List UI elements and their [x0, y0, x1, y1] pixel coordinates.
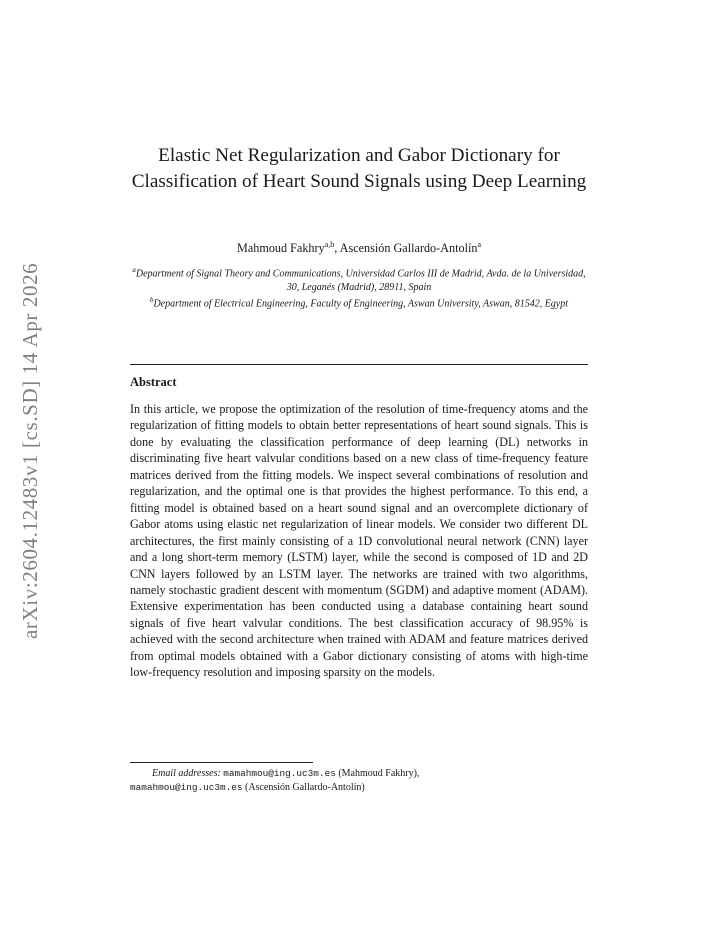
arxiv-identifier: arXiv:2604.12483v1 [cs.SD] 14 Apr 2026	[18, 262, 42, 640]
affiliation-text: Department of Signal Theory and Communications, Universidad Carlos III de Madrid, Avda. de la Universidad, 30, Leganés (Madrid), 28911, Spain	[135, 268, 586, 293]
footnote-rule	[130, 762, 313, 763]
author-name: Ascensión Gallardo-Antolín	[339, 241, 478, 256]
author-affil-mark: a	[477, 240, 481, 249]
email-address[interactable]: mamahmou@ing.uc3m.es	[223, 768, 336, 779]
affiliation-a	[130, 264, 588, 294]
footnote-line	[130, 781, 588, 795]
author-affil-mark: a,b	[324, 240, 335, 249]
email-owner: (Mahmoud Fakhry),	[338, 768, 420, 779]
affiliations	[130, 264, 588, 311]
email-owner: (Ascensión Gallardo-Antolín)	[245, 781, 365, 793]
affiliation-mark: b	[149, 296, 154, 305]
affiliation-text: Department of Electrical Engineering, Faculty of Engineering, Aswan University, Aswan, 81542, Egypt	[153, 298, 569, 310]
email-address[interactable]: mamahmou@ing.uc3m.es	[130, 781, 243, 793]
paper-title: Elastic Net Regularization and Gabor Dictionary for Classification of Heart Sound Signals using Deep Learning	[131, 145, 587, 192]
affiliation-mark: a	[132, 266, 136, 274]
abstract-top-rule	[130, 364, 588, 365]
footnote-line	[130, 767, 588, 781]
footnote-label: Email addresses:	[152, 768, 221, 779]
author-list: Mahmoud Fakhry$^{a,b}$, Ascensión Gallardo-Antolín$^a$	[237, 240, 481, 256]
abstract-text: In this article, we propose the optimization of the resolution of time-frequency atoms and the regularization of fitting models to obtain better representations of heart sound signals. This is done by evaluating the classification performance of deep learning (DL) networks in discriminating five heart valvular conditions based on a new class of time-frequency feature matrices derived from the fitting models. We inspect several combinations of resolution and regularization, and the optimal one is that provides the highest performance. To this end, a fitting model is obtained based on a heart sound signal and an overcomplete dictionary of Gabor atoms using elastic net regularization of linear models. We consider two different DL architectures, the first mainly consisting of a 1D convolutional neural network (CNN) layer and a long short-term memory (LSTM) layer, while the second is composed of 1D and 2D CNN layers followed by an LSTM layer. The networks are trained with two algorithms, namely stochastic gradient descent with momentum (SGDM) and adaptive moment (ADAM). Extensive experimentation has been conducted using a database containing heart sound signals of five heart valvular conditions. The best classification accuracy of 98.95% is achieved with the second architecture when trained with ADAM and feature matrices derived from optimal models obtained with a Gabor dictionary consisting of atoms with high-time low-frequency resolution and imposing sparsity on the models.	[130, 402, 588, 680]
abstract-heading: Abstract	[130, 375, 177, 389]
author-name: Mahmoud Fakhry	[237, 241, 325, 256]
affiliation-b	[130, 294, 588, 311]
email-footnote	[130, 767, 588, 794]
